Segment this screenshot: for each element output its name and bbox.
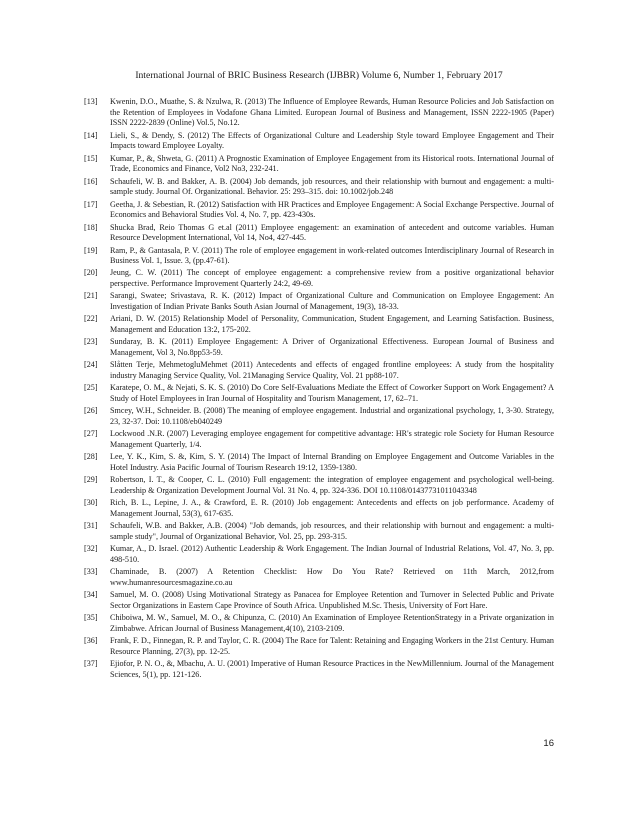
reference-text: Schaufeli, W. B. and Bakker, A. B. (2004) Job demands, job resources, and their relationship with burnout and engagement: a multi-sample study. Journal Of. Organizational. Behavior. 25: 293–315. doi: 10.1002/job.248 [110,176,554,197]
reference-item [84,337,554,358]
reference-number: [26] [84,406,98,416]
reference-number: [22] [84,314,98,324]
reference-number: [37] [84,659,98,669]
reference-text: Rich, B. L., Lepine, J. A., & Crawford, E. R. (2010) Job engagement: Antecedents and effects on job performance. Academy of Management Journal, 53(3), 617-635. [110,498,554,518]
reference-number: [16] [84,176,98,186]
reference-number: [17] [84,199,98,209]
reference-number: [34] [84,590,98,600]
reference-item [84,177,554,198]
reference-number: [18] [84,222,98,232]
reference-item [84,659,554,680]
reference-number: [27] [84,429,98,439]
reference-item [84,406,554,427]
reference-text: Frank, F. D., Finnegan, R. P. and Taylor, C. R. (2004) The Race for Talent: Retaining and Engaging Workers in the 21st Century. Human Resource Planning, 27(3), pp. 12-25. [110,636,554,656]
reference-text: Schaufeli, W.B. and Bakker, A.B. (2004) "Job demands, job resources, and their relationship with burnout and engagement: a multi-sample study", Journal of Organizational Behavior, Vol. 25, pp. 293-315. [110,521,554,541]
reference-number: [13] [84,97,98,106]
reference-number: [31] [84,521,98,531]
reference-text: Ariani, D. W. (2015) Relationship Model of Personality, Communication, Student Engagement, and Learning Satisfaction. Business, Management and Education 13:2, 175-202. [110,314,554,335]
reference-item [84,314,554,335]
reference-text: Lieli, S., & Dendy, S. (2012) The Effects of Organizational Culture and Leadership Style toward Employee Engagement and Their Impacts toward Employee Loyalty. [110,130,554,151]
reference-text: Geetha, J. & Sebestian, R. (2012) Satisfaction with HR Practices and Employee Engagement: A Social Exchange Perspective. Journal of Economics and Behavioral Studies Vol. 4, No. 7, pp. 423-430s. [110,199,554,220]
reference-number: [29] [84,475,98,485]
reference-number: [35] [84,613,98,623]
running-head: International Journal of BRIC Business Research (IJBBR) Volume 6, Number 1, February 2017 [135,70,503,81]
reference-number: [33] [84,567,98,577]
reference-item [84,246,554,267]
reference-text: Lee, Y. K., Kim, S. &, Kim, S. Y. (2014) The Impact of Internal Branding on Employee Engagement and Outcome Variables in the Hotel Industry. Asia Pacific Journal of Tourism Research 19:12, 1359-1380. [110,452,554,472]
reference-text: Kwenin, D.O., Muathe, S. & Nzulwa, R. (2013) The Influence of Employee Rewards, Human Resource Policies and Job Satisfaction on the Retention of Employees in Vodafone Ghana Limited. European Journal of Business and Management, ISSN 2222-1905 (Paper) ISSN 2222-2839 (Online) Vol.5, No.12. [110,97,554,128]
reference-text: Shucka Brad, Reio Thomas G et.al (2011) Employee engagement: an examination of antecedent and outcome variables. Human Resource Development International, Vol 14, No4, 427-445. [110,222,554,243]
reference-list [84,97,554,682]
reference-number: [28] [84,452,98,462]
reference-text: Ram, P., & Gantasala, P. V. (2011) The role of employee engagement in work-related outcomes Interdisciplinary Journal of Research in Business Vol. 1, Issue. 3, (pp.47-61). [110,245,554,266]
reference-number: [30] [84,498,98,508]
reference-item [84,200,554,221]
reference-text: Karatepe, O. M., & Nejati, S. K. S. (2010) Do Core Self-Evaluations Mediate the Effect of Coworker Support on Work Engagement? A Study of Hotel Employees in Iran Journal of Hospitality and Tourism Management, 17, 62–71. [110,383,554,403]
reference-text: Smcey, W.H., Schneider. B. (2008) The meaning of employee engagement. Industrial and organizational psychology, 1, 3-30. Strategy, 23, 32-37. Doi: 10.1108/eb040249 [110,406,554,426]
reference-text: Sarangi, Swatee; Srivastava, R. K. (2012) Impact of Organizational Culture and Communication on Employee Engagement: An Investigation of Indian Private Banks South Asian Journal of Management, 19(3), 18-33. [110,291,554,312]
reference-item [84,590,554,611]
reference-number: [21] [84,291,98,301]
reference-text: Kumar, A., D. Israel. (2012) Authentic Leadership & Work Engagement. The Indian Journal of Industrial Relations, Vol. 47, No. 3, pp. 498-510. [110,544,554,564]
reference-text: Jeung, C. W. (2011) The concept of employee engagement: a comprehensive review from a positive organizational behavior perspective. Performance Improvement Quarterly 24:2, 49-69. [110,268,554,289]
reference-item [84,498,554,519]
reference-item [84,521,554,542]
reference-item [84,567,554,588]
reference-item [84,97,554,129]
reference-item [84,429,554,450]
reference-text: Chaminade, B. (2007) A Retention Checklist: How Do You Rate? Retrieved on 11th March, 2012,from www.humanresourcesmagazine.co.au [110,567,554,587]
reference-item [84,131,554,152]
reference-item [84,636,554,657]
reference-item [84,452,554,473]
reference-item [84,360,554,381]
reference-number: [20] [84,268,98,278]
reference-number: [25] [84,383,98,393]
reference-text: Samuel, M. O. (2008) Using Motivational Strategy as Panacea for Employee Retention and Turnover in Selected Public and Private Sector Organizations in Eastern Cape Province of South Africa. Unpublished M.Sc. Thesis, University of Fort Hare. [110,590,554,610]
reference-text: Chiboiwa, M. W., Samuel, M. O., & Chipunza, C. (2010) An Examination of Employee RetentionStrategy in a Private organization in Zimbabwe. African Journal of Business Management,4(10), 2103-2109. [110,613,554,633]
reference-item [84,544,554,565]
reference-number: [15] [84,153,98,163]
reference-item [84,154,554,175]
reference-item [84,223,554,244]
reference-number: [19] [84,245,98,255]
reference-text: Sundaray, B. K. (2011) Employee Engagement: A Driver of Organizational Effectiveness. European Journal of Business and Management, Vol 3, No.8pp53-59. [110,337,554,358]
reference-text: Lockwood .N.R. (2007) Leveraging employee engagement for competitive advantage: HR's strategic role Society for Human Resource Management Quarterly, 1/4. [110,429,554,449]
reference-number: [23] [84,337,98,347]
reference-text: Ejiofor, P. N. O., &, Mbachu, A. U. (2001) Imperative of Human Resource Practices in the NewMillennium. Journal of the Management Sciences, 5(1), pp. 121-126. [110,659,554,679]
reference-text: Kumar, P., &, Shweta, G. (2011) A Prognostic Examination of Employee Engagement from its Historical roots. International Journal of Trade, Economics and Finance, Vol2 No3, 232-241. [110,153,554,174]
reference-text: Slåtten Terje, MehmetogluMehmet (2011) Antecedents and effects of engaged frontline employees: A study from the hospitality industry Managing Service Quality, Vol. 21Managing Service Quality, Vol. 21 pp88-107. [110,360,554,381]
reference-item [84,475,554,496]
reference-item [84,383,554,404]
reference-item [84,268,554,289]
reference-number: [32] [84,544,98,554]
reference-item [84,613,554,634]
page-number: 16 [543,738,554,749]
reference-number: [36] [84,636,98,646]
reference-number: [24] [84,360,98,370]
reference-number: [14] [84,130,98,140]
reference-item [84,291,554,312]
reference-text: Robertson, I. T., & Cooper, C. L. (2010) Full engagement: the integration of employee engagement and psychological well-being. Leadership & Organization Development Journal Vol. 31 No. 4, pp. 324-336. DOI 10.1108/01437731011043348 [110,475,554,495]
